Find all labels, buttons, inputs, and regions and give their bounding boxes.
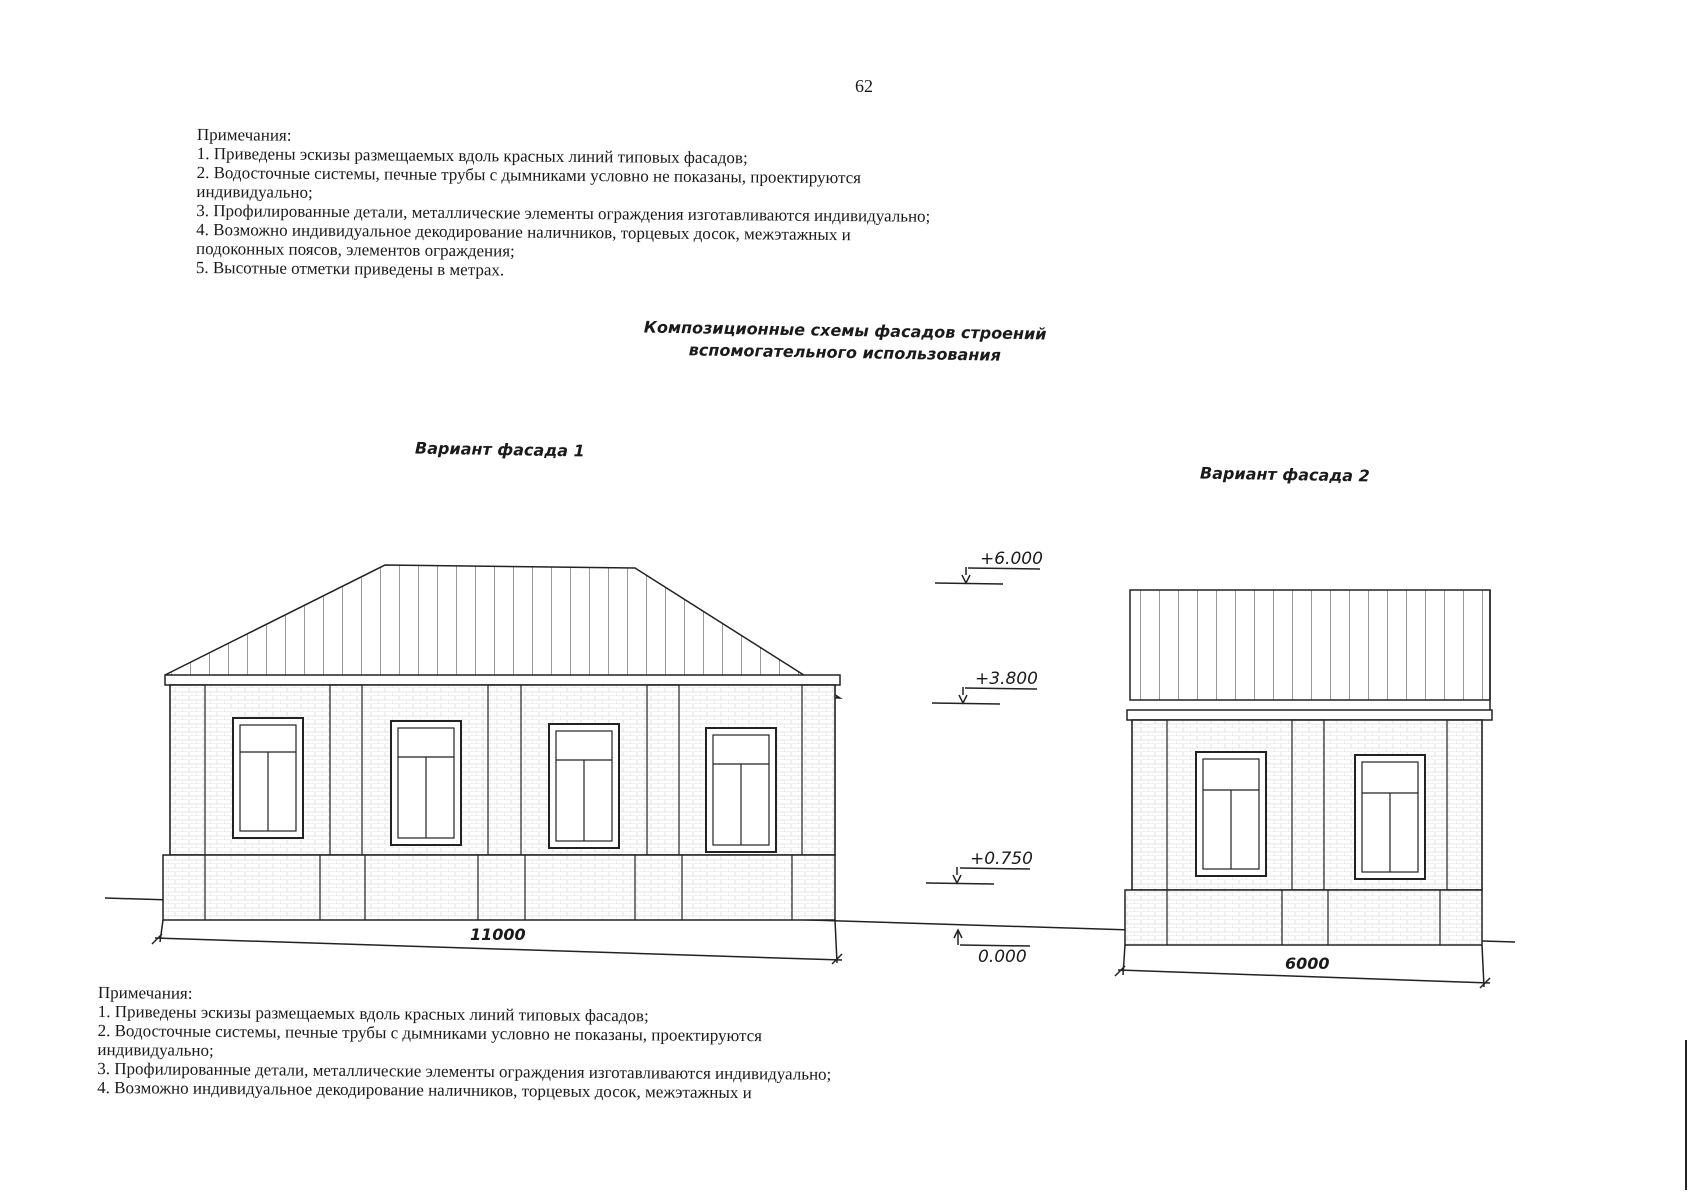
facade-variant-1: [152, 565, 842, 964]
level-0750: +0.750: [970, 849, 1033, 869]
roof-2: [1130, 590, 1490, 700]
note-line: 1. Приведены эскизы размещаемых вдоль красных линий типовых фасадов;: [196, 143, 748, 168]
window-4: [706, 728, 776, 852]
note-line: 4. Возможно индивидуальное декодирование наличников, торцевых досок, межэтажных и: [196, 219, 851, 245]
note-line: 1. Приведены эскизы размещаемых вдоль красных линий типовых фасадов;: [97, 1001, 649, 1026]
window-3: [549, 724, 619, 848]
variant-2-label: Вариант фасада 2: [1199, 463, 1370, 486]
dimension-6000: 6000: [1285, 954, 1330, 973]
note-line: 2. Водосточные системы, печные трубы с дымниками условно не показаны, проектируются: [97, 1020, 763, 1046]
note-line: 4. Возможно индивидуальное декодирование наличников, торцевых досок, межэтажных и: [97, 1077, 752, 1103]
level-0000: 0.000: [978, 947, 1027, 967]
level-3800: +3.800: [975, 669, 1038, 689]
facade-variant-2: [1115, 590, 1492, 988]
notes-heading: Примечания:: [196, 125, 292, 145]
window-1: [233, 718, 303, 838]
note-line: 3. Профилированные детали, металлические элементы ограждения изготавливаются индивидуально;: [196, 200, 931, 226]
window-6: [1355, 755, 1425, 879]
note-line: индивидуально;: [97, 1039, 214, 1060]
variant-1-label: Вариант фасада 1: [414, 438, 585, 461]
dimension-11000: 11000: [470, 925, 526, 944]
window-2: [391, 721, 461, 845]
plinth-1: [163, 855, 835, 920]
drawing-title-line-2: вспомогательного использования: [688, 340, 1002, 365]
page-number: 62: [855, 76, 873, 96]
notes-heading: Примечания:: [97, 983, 193, 1003]
note-line: 5. Высотные отметки приведены в метрах.: [195, 257, 505, 280]
cornice-2: [1127, 710, 1492, 720]
level-6000: +6.000: [980, 549, 1043, 569]
wall-2: [1132, 720, 1482, 890]
window-5: [1196, 752, 1266, 876]
cornice-1: [165, 675, 840, 685]
margin-line: [1685, 1040, 1687, 1190]
plinth-2: [1125, 890, 1482, 945]
note-line: индивидуально;: [196, 181, 313, 202]
drawing-title-line-1: Композиционные схемы фасадов строений: [643, 317, 1047, 344]
note-line: подоконных поясов, элементов ограждения;: [195, 238, 515, 261]
level-marks: [926, 567, 1040, 946]
note-line: 2. Водосточные системы, печные трубы с дымниками условно не показаны, проектируются: [196, 162, 862, 188]
note-line: 3. Профилированные детали, металлические элементы ограждения изготавливаются индивидуально;: [97, 1058, 832, 1084]
notes-bottom: [97, 983, 832, 1103]
